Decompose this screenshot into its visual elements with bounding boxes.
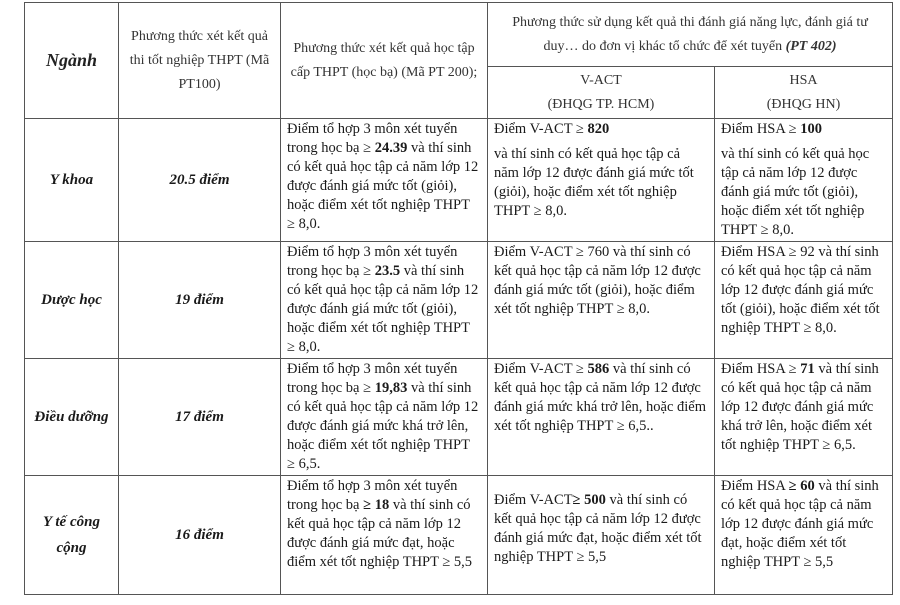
row-pt100: 20.5 điểm [119,119,281,242]
pt200-text-c: và thí sinh có kết quả học tập cả năm lớp 12 được đánh giá mức tốt (giỏi), hoặc điểm xét tốt nghiệp THPT ≥ 8,0. [287,140,479,232]
header-hsa-org: (ĐHQG HN) [766,96,841,112]
pt200-threshold: ≥ 18 [363,497,390,513]
vact-threshold: 586 [587,361,610,377]
header-hsa-label: HSA [789,72,818,88]
table-row [25,476,893,595]
vact-text-c: và thí sinh có kết quả học tập cả năm lớp 12 được đánh giá mức đạt, hoặc điểm xét tốt nghiệp THPT ≥ 5,5 [494,492,702,565]
row-pt200 [281,359,488,476]
hsa-text-c: và thí sinh có kết quả học tập cả năm lớp 12 được đánh giá mức đạt, hoặc điểm xét tốt nghiệp THPT ≥ 5,5 [721,478,879,570]
row-name: Y tế công cộng [25,476,119,595]
hsa-threshold: 71 [800,361,815,377]
pt200-text-c: và thí sinh có kết quả học tập cả năm lớp 12 được đánh giá mức khá trở lên, hoặc điểm xét tốt nghiệp THPT ≥ 6,5. [287,380,479,472]
row-vact [488,242,715,359]
table-row [25,119,893,242]
row-pt200 [281,242,488,359]
hsa-text-a: Điểm HSA [721,478,789,494]
vact-text-c: và thí sinh có kết quả học tập cả năm lớp 12 được đánh giá mức khá trở lên, hoặc điểm xét tốt nghiệp THPT ≥ 6,5.. [494,361,707,434]
pt200-threshold: 24.39 [374,140,408,156]
row-pt100: 17 điểm [119,359,281,476]
vact-text-a: Điểm V-ACT [494,492,573,508]
header-pt200: Phương thức xét kết quả học tập cấp THPT (học bạ) (Mã PT 200); [281,3,488,119]
header-vact [488,67,715,119]
header-nganh: Ngành [25,3,119,119]
table-row [25,359,893,476]
pt200-text-c: và thí sinh có kết quả học tập cả năm lớp 12 được đánh giá mức đạt, hoặc điểm xét tốt nghiệp THPT ≥ 5,5 [287,497,473,570]
row-name: Dược học [25,242,119,359]
admission-table [24,2,893,595]
row-pt200 [281,119,488,242]
header-hsa [715,67,893,119]
vact-text-a: Điểm V-ACT ≥ 760 và thí sinh có kết quả học tập cả năm lớp 12 được đánh giá mức tốt (giỏi), hoặc điểm xét tốt nghiệp THPT ≥ 8,0. [494,244,701,317]
pt200-threshold: 19,83 [374,380,408,396]
table-row [25,242,893,359]
pt200-text-a: Điểm tổ hợp 3 môn xét tuyển trong học bạ ≥ [287,121,458,156]
hsa-text-a: Điểm HSA ≥ [721,361,801,377]
hsa-text-a: Điểm HSA ≥ [721,121,801,137]
row-hsa [715,476,893,595]
row-name: Y khoa [25,119,119,242]
row-name: Điều dưỡng [25,359,119,476]
vact-threshold: ≥ 500 [572,492,606,508]
pt200-text-a: Điểm tổ hợp 3 môn xét tuyển trong học bạ [287,478,458,513]
vact-text-a: Điểm V-ACT ≥ [494,361,588,377]
row-pt200 [281,476,488,595]
row-hsa [715,359,893,476]
vact-text-c: và thí sinh có kết quả học tập cả năm lớp 12 được đánh giá mức tốt (giỏi), hoặc điểm xét tốt nghiệp THPT ≥ 8,0. [494,146,694,219]
row-hsa [715,119,893,242]
hsa-threshold: 100 [800,121,823,137]
header-pt402 [488,3,893,67]
header-pt402-text: Phương thức sử dụng kết quả thi đánh giá năng lực, đánh giá tư duy… do đơn vị khác tổ chức để xét tuyển [512,14,868,54]
pt200-text-c: và thí sinh có kết quả học tập cả năm lớp 12 được đánh giá mức tốt (giỏi), hoặc điểm xét tốt nghiệp THPT ≥ 8,0. [287,263,479,355]
row-vact [488,359,715,476]
hsa-text-a: Điểm HSA ≥ 92 và thí sinh có kết quả học tập cả năm lớp 12 được đánh giá mức tốt (giỏi), hoặc điểm xét tốt nghiệp THPT ≥ 8,0. [721,244,880,336]
row-hsa [715,242,893,359]
row-vact [488,476,715,595]
header-vact-org: (ĐHQG TP. HCM) [547,96,655,112]
vact-text-a: Điểm V-ACT ≥ [494,121,588,137]
hsa-text-c: và thí sinh có kết quả học tập cả năm lớp 12 được đánh giá mức khá trở lên, hoặc điểm xét tốt nghiệp THPT ≥ 6,5. [721,361,879,453]
row-pt100: 19 điểm [119,242,281,359]
pt200-text-a: Điểm tổ hợp 3 môn xét tuyển trong học bạ ≥ [287,361,458,396]
row-vact [488,119,715,242]
header-vact-label: V-ACT [580,72,622,88]
hsa-threshold: ≥ 60 [788,478,815,494]
header-pt402-code: (PT 402) [785,38,837,54]
pt200-text-a: Điểm tổ hợp 3 môn xét tuyển trong học bạ ≥ [287,244,458,279]
vact-threshold: 820 [587,121,610,137]
header-pt100: Phương thức xét kết quả thi tốt nghiệp THPT (Mã PT100) [119,3,281,119]
hsa-text-c: và thí sinh có kết quả học tập cả năm lớp 12 được đánh giá mức tốt (giỏi), hoặc điểm xét tốt nghiệp THPT ≥ 8,0. [721,146,870,238]
row-pt100: 16 điểm [119,476,281,595]
pt200-threshold: 23.5 [374,263,401,279]
